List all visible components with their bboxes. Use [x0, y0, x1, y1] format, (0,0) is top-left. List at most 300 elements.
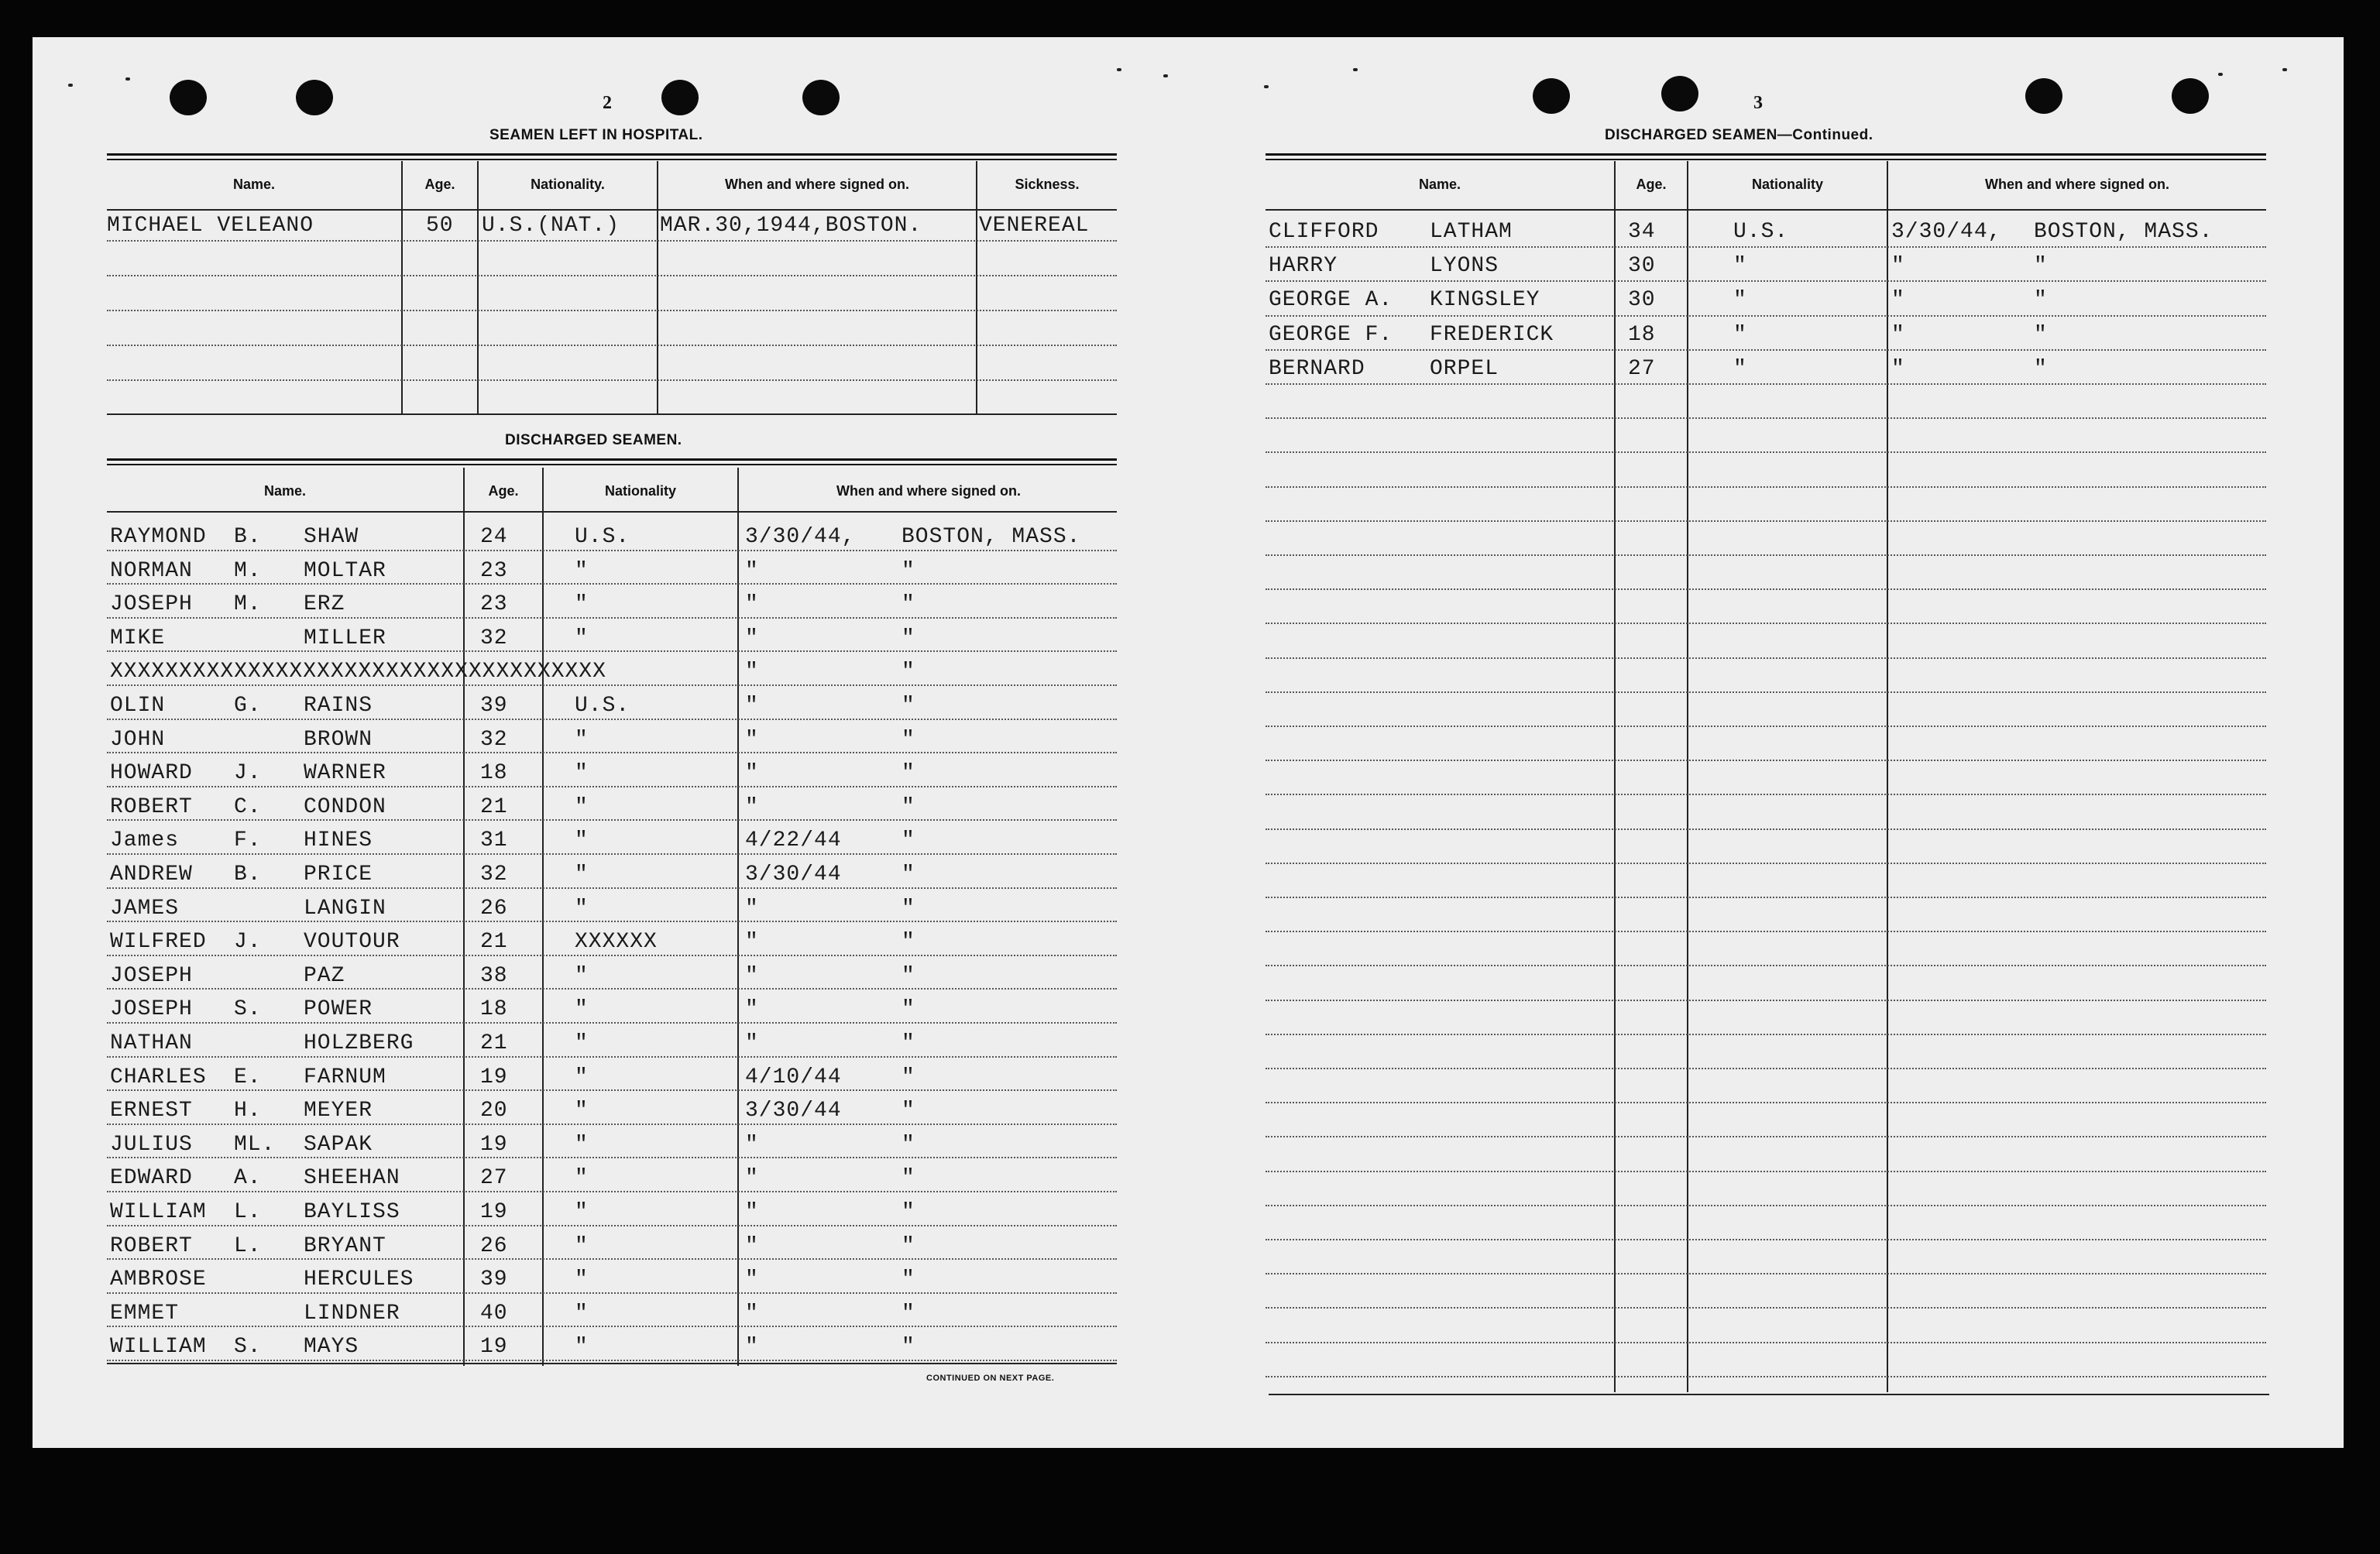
seaman-first-name: OLIN	[110, 694, 166, 718]
signed-on-date: "	[745, 761, 759, 786]
signed-on-date: "	[745, 1335, 759, 1360]
seaman-middle-initial: A.	[234, 1166, 262, 1191]
signed-on-date: "	[745, 896, 759, 921]
seaman-age: 23	[480, 592, 508, 617]
row-line	[1266, 1273, 2266, 1274]
seaman-last-name: BROWN	[304, 727, 373, 752]
seaman-last-name: LATHAM	[1430, 220, 1513, 244]
seaman-age: 19	[480, 1200, 508, 1224]
seaman-age: 21	[480, 794, 508, 819]
signed-on-date: "	[745, 1031, 759, 1055]
seaman-age: 39	[480, 1268, 508, 1292]
signed-on-place: "	[902, 727, 915, 752]
seaman-nationality: "	[575, 794, 589, 819]
seaman-middle-initial: F.	[234, 828, 262, 853]
row-line	[107, 719, 1117, 720]
speck-mark	[2282, 68, 2287, 71]
seaman-middle-initial: G.	[234, 694, 262, 718]
seaman-age: 19	[480, 1065, 508, 1089]
seaman-middle-initial: M.	[234, 592, 262, 617]
seaman-first-name: ROBERT	[110, 794, 193, 819]
col-divider	[542, 468, 544, 1366]
signed-on-date: "	[745, 1200, 759, 1224]
row-line	[107, 1022, 1117, 1024]
seaman-last-name: SHAW	[304, 525, 359, 549]
seaman-nationality: U.S.	[575, 694, 630, 718]
seaman-age: 21	[480, 930, 508, 955]
row-line	[107, 853, 1117, 855]
punch-hole	[661, 80, 699, 115]
signed-on-date: 3/30/44,	[1891, 220, 2002, 244]
signed-on-date: 3/30/44	[745, 1099, 842, 1123]
seaman-last-name: LANGIN	[304, 896, 386, 921]
seaman-age: 19	[480, 1335, 508, 1360]
seaman-age: 26	[480, 1233, 508, 1258]
seaman-first-name: ANDREW	[110, 863, 193, 887]
rule	[1269, 1394, 2269, 1395]
row-line	[1266, 349, 2266, 351]
seaman-first-name: BERNARD	[1269, 356, 1365, 381]
signed-on-date: "	[1891, 254, 1905, 279]
col-divider	[1614, 161, 1616, 1392]
row-line	[107, 379, 1117, 381]
seaman-age: 21	[480, 1031, 508, 1055]
page-number-right: 3	[1753, 93, 1763, 113]
signed-on-place: "	[902, 1065, 915, 1089]
row-line	[1266, 520, 2266, 522]
punch-hole	[2172, 78, 2209, 114]
row-line	[107, 1225, 1117, 1226]
signed-on-date: 4/22/44	[745, 828, 842, 853]
seaman-first-name: ROBERT	[110, 1233, 193, 1258]
seaman-last-name: POWER	[304, 997, 373, 1022]
seaman-first-name: ERNEST	[110, 1099, 193, 1123]
speck-mark	[1353, 68, 1358, 71]
rule	[107, 1363, 1117, 1364]
seaman-age: 40	[480, 1301, 508, 1326]
discharged-title: DISCHARGED SEAMEN.	[505, 432, 682, 448]
row-line	[1266, 588, 2266, 590]
col-header-nationality: Nationality	[1751, 177, 1823, 192]
signed-on-date: "	[745, 997, 759, 1022]
seaman-age: 27	[1628, 356, 1656, 381]
seaman-first-name: HARRY	[1269, 254, 1338, 279]
seaman-nationality: "	[575, 1301, 589, 1326]
seaman-middle-initial: M.	[234, 558, 262, 583]
signed-on-place: "	[902, 1166, 915, 1191]
speck-mark	[2218, 73, 2223, 76]
row-line	[1266, 965, 2266, 966]
seaman-age: 18	[480, 761, 508, 786]
seaman-nationality: "	[575, 1233, 589, 1258]
row-line	[107, 1360, 1117, 1361]
hospital-name: MICHAEL VELEANO	[107, 214, 314, 238]
row-line	[107, 955, 1117, 956]
signed-on-date: "	[1891, 322, 1905, 347]
row-line	[107, 819, 1117, 821]
col-header-name: Name.	[1418, 177, 1461, 192]
signed-on-place: "	[902, 1335, 915, 1360]
col-divider	[1887, 161, 1888, 1392]
signed-on-date: "	[745, 660, 759, 684]
signed-on-place: "	[902, 761, 915, 786]
rule	[107, 153, 1117, 160]
record-sheet	[33, 37, 2344, 1448]
seaman-last-name: CONDON	[304, 794, 386, 819]
seaman-nationality: "	[575, 727, 589, 752]
seaman-last-name: LYONS	[1430, 254, 1499, 279]
row-line	[1266, 1376, 2266, 1377]
row-line	[107, 684, 1117, 686]
signed-on-date: "	[1891, 288, 1905, 313]
seaman-first-name: JULIUS	[110, 1132, 193, 1157]
seaman-nationality: "	[575, 828, 589, 853]
seaman-first-name: WILFRED	[110, 930, 207, 955]
signed-on-date: "	[745, 558, 759, 583]
seaman-first-name: MIKE	[110, 626, 166, 650]
seaman-first-name: GEORGE A.	[1269, 288, 1393, 313]
signed-on-date: "	[745, 1132, 759, 1157]
seaman-nationality: "	[575, 997, 589, 1022]
col-divider	[737, 468, 739, 1366]
signed-on-place: "	[902, 794, 915, 819]
punch-hole	[1533, 78, 1570, 114]
seaman-nationality: "	[575, 1099, 589, 1123]
seaman-last-name: ERZ	[304, 592, 345, 617]
seaman-age: 30	[1628, 254, 1656, 279]
rule	[107, 413, 1117, 415]
row-line	[107, 550, 1117, 551]
row-line	[1266, 486, 2266, 488]
seaman-age: 18	[1628, 322, 1656, 347]
signed-on-date: 3/30/44,	[745, 525, 856, 549]
row-line	[1266, 1205, 2266, 1206]
row-line	[107, 887, 1117, 889]
seaman-middle-initial: C.	[234, 794, 262, 819]
seaman-nationality: "	[575, 963, 589, 988]
col-header-nationality: Nationality.	[531, 177, 605, 192]
seaman-last-name: PAZ	[304, 963, 345, 988]
seaman-last-name: HOLZBERG	[304, 1031, 414, 1055]
seaman-first-name: JOHN	[110, 727, 166, 752]
seaman-age: 30	[1628, 288, 1656, 313]
seaman-last-name: BRYANT	[304, 1233, 386, 1258]
col-divider	[463, 468, 465, 1366]
seaman-middle-initial: H.	[234, 1099, 262, 1123]
row-line	[107, 240, 1117, 242]
signed-on-place: "	[902, 558, 915, 583]
rule	[107, 209, 1117, 211]
seaman-last-name: KINGSLEY	[1430, 288, 1540, 313]
seaman-middle-initial: J.	[234, 930, 262, 955]
col-header-signed-on: When and where signed on.	[1984, 177, 2170, 192]
seaman-middle-initial: L.	[234, 1200, 262, 1224]
seaman-last-name: PRICE	[304, 863, 373, 887]
seaman-age: 34	[1628, 220, 1656, 244]
row-line	[107, 345, 1117, 346]
signed-on-date: "	[745, 794, 759, 819]
row-line	[1266, 691, 2266, 693]
seaman-first-name: WILLIAM	[110, 1335, 207, 1360]
signed-on-place: "	[2034, 254, 2048, 279]
seaman-nationality: U.S.	[1733, 220, 1789, 244]
col-header-signed-on: When and where signed on.	[836, 483, 1022, 499]
row-line	[1266, 863, 2266, 864]
seaman-middle-initial: B.	[234, 525, 262, 549]
seaman-first-name: GEORGE F.	[1269, 322, 1393, 347]
seaman-age: 24	[480, 525, 508, 549]
seaman-nationality: "	[575, 626, 589, 650]
seaman-last-name: MEYER	[304, 1099, 373, 1123]
continued-note: CONTINUED ON NEXT PAGE.	[926, 1374, 1055, 1383]
seaman-first-name: RAYMOND	[110, 525, 207, 549]
row-line	[1266, 1000, 2266, 1001]
seaman-last-name: FREDERICK	[1430, 322, 1554, 347]
row-line	[1266, 280, 2266, 282]
col-divider	[1687, 161, 1688, 1392]
signed-on-place: "	[902, 694, 915, 718]
seaman-age: 32	[480, 626, 508, 650]
signed-on-place: "	[902, 1099, 915, 1123]
row-line	[1266, 1342, 2266, 1343]
seaman-middle-initial: S.	[234, 997, 262, 1022]
seaman-first-name: EMMET	[110, 1301, 180, 1326]
seaman-first-name: EDWARD	[110, 1166, 193, 1191]
signed-on-place: "	[902, 1301, 915, 1326]
signed-on-place: "	[902, 626, 915, 650]
col-divider	[976, 161, 977, 415]
row-line	[1266, 931, 2266, 932]
row-line	[107, 1258, 1117, 1260]
seaman-last-name: SHEEHAN	[304, 1166, 400, 1191]
signed-on-date: "	[745, 694, 759, 718]
row-line	[1266, 794, 2266, 795]
seaman-middle-initial: ML.	[234, 1132, 276, 1157]
signed-on-date: 3/30/44	[745, 863, 842, 887]
seaman-last-name: RAINS	[304, 694, 373, 718]
signed-on-place: "	[2034, 288, 2048, 313]
seaman-age: 31	[480, 828, 508, 853]
punch-hole	[296, 80, 333, 115]
seaman-middle-initial: B.	[234, 863, 262, 887]
speck-mark	[1117, 68, 1121, 71]
row-line	[1266, 1171, 2266, 1172]
seaman-first-name: James	[110, 828, 180, 853]
row-line	[1266, 417, 2266, 419]
row-line	[107, 752, 1117, 753]
row-line	[1266, 828, 2266, 830]
seaman-first-name: JOSEPH	[110, 592, 193, 617]
signed-on-place: "	[902, 1132, 915, 1157]
rule	[1266, 153, 2266, 160]
row-line	[107, 1292, 1117, 1294]
seaman-first-name: JOSEPH	[110, 963, 193, 988]
hospital-signed-on: MAR.30,1944,BOSTON.	[660, 214, 922, 238]
signed-on-date: "	[745, 963, 759, 988]
signed-on-place: "	[2034, 322, 2048, 347]
hospital-nationality: U.S.(NAT.)	[482, 214, 620, 238]
signed-on-place: "	[902, 660, 915, 684]
punch-hole	[170, 80, 207, 115]
row-line	[107, 1089, 1117, 1091]
col-divider	[477, 161, 479, 415]
col-header-signed-on: When and where signed on.	[724, 177, 910, 192]
seaman-age: 27	[480, 1166, 508, 1191]
seaman-nationality: "	[575, 1132, 589, 1157]
signed-on-place: "	[902, 828, 915, 853]
seaman-nationality: "	[1733, 322, 1747, 347]
row-line	[1266, 1068, 2266, 1069]
seaman-first-name: CHARLES	[110, 1065, 207, 1089]
signed-on-date: "	[745, 1301, 759, 1326]
signed-on-date: "	[1891, 356, 1905, 381]
seaman-nationality: "	[575, 558, 589, 583]
signed-on-place: "	[902, 963, 915, 988]
seaman-last-name: BAYLISS	[304, 1200, 400, 1224]
seaman-first-name: JOSEPH	[110, 997, 193, 1022]
signed-on-place: "	[902, 863, 915, 887]
row-line	[1266, 897, 2266, 898]
seaman-age: 38	[480, 963, 508, 988]
seaman-last-name: HINES	[304, 828, 373, 853]
signed-on-place: "	[902, 930, 915, 955]
signed-on-place: BOSTON, MASS.	[902, 525, 1081, 549]
seaman-nationality: "	[1733, 288, 1747, 313]
seaman-age: 18	[480, 997, 508, 1022]
seaman-age: 19	[480, 1132, 508, 1157]
col-header-age: Age.	[424, 177, 455, 192]
row-line	[1266, 554, 2266, 556]
seaman-first-name: XXXXXXXXXXXXXXXXXXXXXXXXXXXXXXXXXXXX	[110, 660, 606, 684]
seaman-nationality: "	[575, 592, 589, 617]
row-line	[1266, 1034, 2266, 1035]
signed-on-place: "	[902, 1200, 915, 1224]
row-line	[1266, 623, 2266, 624]
seaman-nationality: "	[575, 896, 589, 921]
seaman-middle-initial: L.	[234, 1233, 262, 1258]
seaman-middle-initial: E.	[234, 1065, 262, 1089]
seaman-nationality: XXXXXX	[575, 930, 658, 955]
seaman-nationality: "	[575, 1031, 589, 1055]
col-header-age: Age.	[488, 483, 519, 499]
row-line	[1266, 246, 2266, 248]
signed-on-date: "	[745, 1166, 759, 1191]
signed-on-place: "	[902, 1268, 915, 1292]
row-line	[107, 1056, 1117, 1058]
row-line	[107, 650, 1117, 652]
signed-on-place: "	[902, 997, 915, 1022]
col-header-name: Name.	[263, 483, 307, 499]
punch-hole	[802, 80, 840, 115]
rule	[107, 458, 1117, 465]
col-header-sickness: Sickness.	[1015, 177, 1080, 192]
signed-on-place: "	[2034, 356, 2048, 381]
seaman-last-name: MAYS	[304, 1335, 359, 1360]
seaman-nationality: "	[1733, 254, 1747, 279]
row-line	[107, 1191, 1117, 1192]
row-line	[107, 921, 1117, 922]
signed-on-date: 4/10/44	[745, 1065, 842, 1089]
seaman-last-name: MILLER	[304, 626, 386, 650]
seaman-first-name: JAMES	[110, 896, 180, 921]
row-line	[107, 310, 1117, 311]
seaman-nationality: "	[575, 1200, 589, 1224]
col-header-nationality: Nationality	[604, 483, 676, 499]
seaman-age: 39	[480, 694, 508, 718]
row-line	[1266, 315, 2266, 317]
row-line	[107, 988, 1117, 990]
seaman-last-name: HERCULES	[304, 1268, 414, 1292]
continued-title: DISCHARGED SEAMEN—Continued.	[1605, 127, 1873, 143]
signed-on-place: "	[902, 896, 915, 921]
hospital-sickness: VENEREAL	[979, 214, 1090, 238]
seaman-nationality: "	[575, 1065, 589, 1089]
seaman-nationality: "	[575, 1166, 589, 1191]
col-divider	[657, 161, 658, 415]
col-header-age: Age.	[1636, 177, 1667, 192]
row-line	[107, 583, 1117, 585]
row-line	[107, 275, 1117, 276]
seaman-age: 23	[480, 558, 508, 583]
seaman-age: 32	[480, 863, 508, 887]
seaman-last-name: FARNUM	[304, 1065, 386, 1089]
row-line	[1266, 1102, 2266, 1103]
row-line	[1266, 760, 2266, 761]
punch-hole	[1661, 76, 1698, 111]
page-number-left: 2	[603, 93, 612, 113]
signed-on-date: "	[745, 1233, 759, 1258]
seaman-first-name: HOWARD	[110, 761, 193, 786]
speck-mark	[1264, 85, 1269, 88]
seaman-first-name: AMBROSE	[110, 1268, 207, 1292]
signed-on-place: "	[902, 592, 915, 617]
seaman-first-name: CLIFFORD	[1269, 220, 1379, 244]
punch-hole	[2025, 78, 2062, 114]
signed-on-date: "	[745, 1268, 759, 1292]
seaman-nationality: "	[575, 1335, 589, 1360]
seaman-first-name: NORMAN	[110, 558, 193, 583]
col-header-name: Name.	[232, 177, 276, 192]
signed-on-date: "	[745, 626, 759, 650]
seaman-age: 32	[480, 727, 508, 752]
seaman-middle-initial: J.	[234, 761, 262, 786]
row-line	[1266, 657, 2266, 659]
seaman-last-name: ORPEL	[1430, 356, 1499, 381]
seaman-nationality: U.S.	[575, 525, 630, 549]
row-line	[107, 1326, 1117, 1327]
row-line	[1266, 726, 2266, 727]
signed-on-date: "	[745, 592, 759, 617]
row-line	[107, 786, 1117, 787]
seaman-last-name: LINDNER	[304, 1301, 400, 1326]
row-line	[1266, 1307, 2266, 1309]
signed-on-date: "	[745, 727, 759, 752]
seaman-last-name: SAPAK	[304, 1132, 373, 1157]
signed-on-place: BOSTON, MASS.	[2034, 220, 2213, 244]
speck-mark	[68, 84, 73, 87]
seaman-age: 20	[480, 1099, 508, 1123]
row-line	[107, 617, 1117, 619]
row-line	[1266, 1136, 2266, 1137]
speck-mark	[125, 77, 130, 81]
seaman-last-name: MOLTAR	[304, 558, 386, 583]
seaman-nationality: "	[575, 761, 589, 786]
seaman-first-name: NATHAN	[110, 1031, 193, 1055]
row-line	[1266, 1239, 2266, 1240]
rule	[1266, 209, 2266, 211]
seaman-age: 26	[480, 896, 508, 921]
row-line	[1266, 383, 2266, 385]
